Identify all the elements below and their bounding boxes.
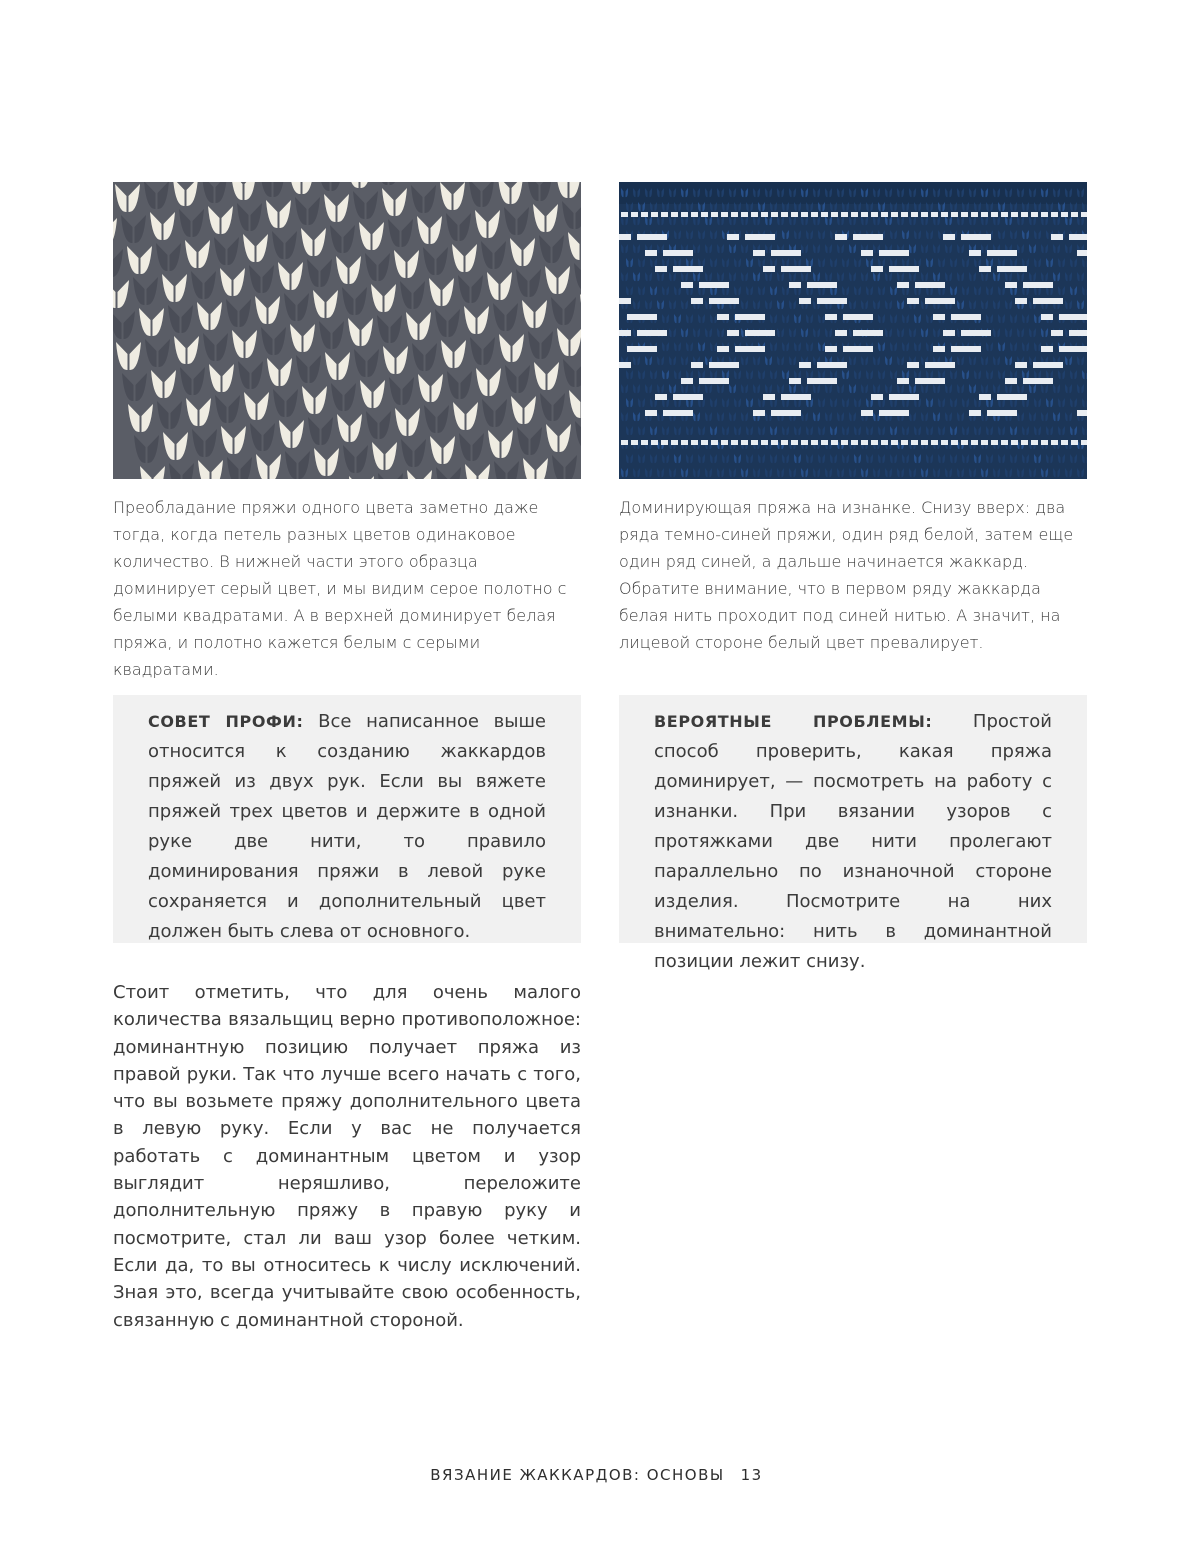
problems-text	[654, 707, 1052, 977]
problems-label: ВЕРОЯТНЫЕ ПРОБЛЕМЫ:	[654, 712, 933, 731]
photo-caption-right: Доминирующая пряжа на изнанке. Снизу вверх: два ряда темно-синей пряжи, один ряд белой, затем еще один ряд синей, а дальше начинается жаккард. Обратите внимание, что в первом ряду жаккарда белая нить проходит под синей нитью. А значит, на лицевой стороне белый цвет превалирует.	[619, 498, 1074, 652]
knit-swatch-photo-right	[619, 182, 1087, 479]
page-number: 13	[740, 1466, 763, 1484]
pro-tip-body: Все написанное выше относится к созданию жаккардов пряжей из двух рук. Если вы вяжете пряжей трех цветов и держите в одной руке две нити, то правило доминирования пряжи в левой руке сохраняется и дополнительный цвет должен быть слева от основного.	[148, 711, 546, 942]
problems-body: Простой способ проверить, какая пряжа доминирует, — посмотреть на работу с изнанки. При вязании узоров с протяжками две нити пролегают параллельно по изнаночной стороне изделия. Посмотрите на них внимательно: нить в доминантной позиции лежит снизу.	[654, 711, 1052, 972]
running-footer	[0, 1466, 1193, 1484]
footer-section-title: ВЯЗАНИЕ ЖАККАРДОВ: ОСНОВЫ	[430, 1466, 725, 1484]
body-paragraph: Стоит отметить, что для очень малого количества вязальщиц верно противоположное: доминантную позицию получает пряжа из правой руки. Так что лучше всего начать с того, что вы возьмете пряжу дополнительного цвета в левую руку. Если у вас не получается работать с доминантным цветом и узор выглядит неряшливо, переложите дополнительную пряжу в правую руку и посмотрите, стал ли ваш узор более четким. Если да, то вы относитесь к числу исключений. Зная это, всегда учитывайте свою особенность, связанную с доминантной стороной.	[113, 982, 581, 1331]
problems-box	[619, 695, 1087, 972]
photo-caption-left: Преобладание пряжи одного цвета заметно даже тогда, когда петель разных цветов одинаковое количество. В нижней части этого образца доминирует серый цвет, и мы видим серое полотно с белыми квадратами. А в верхней доминирует белая пряжа, и полотно кажется белым с серыми квадратами.	[113, 498, 567, 679]
knit-swatch-photo-left	[113, 182, 581, 479]
pro-tip-box	[113, 695, 581, 943]
pro-tip-text	[148, 707, 546, 947]
pro-tip-label: СОВЕТ ПРОФИ:	[148, 712, 304, 731]
